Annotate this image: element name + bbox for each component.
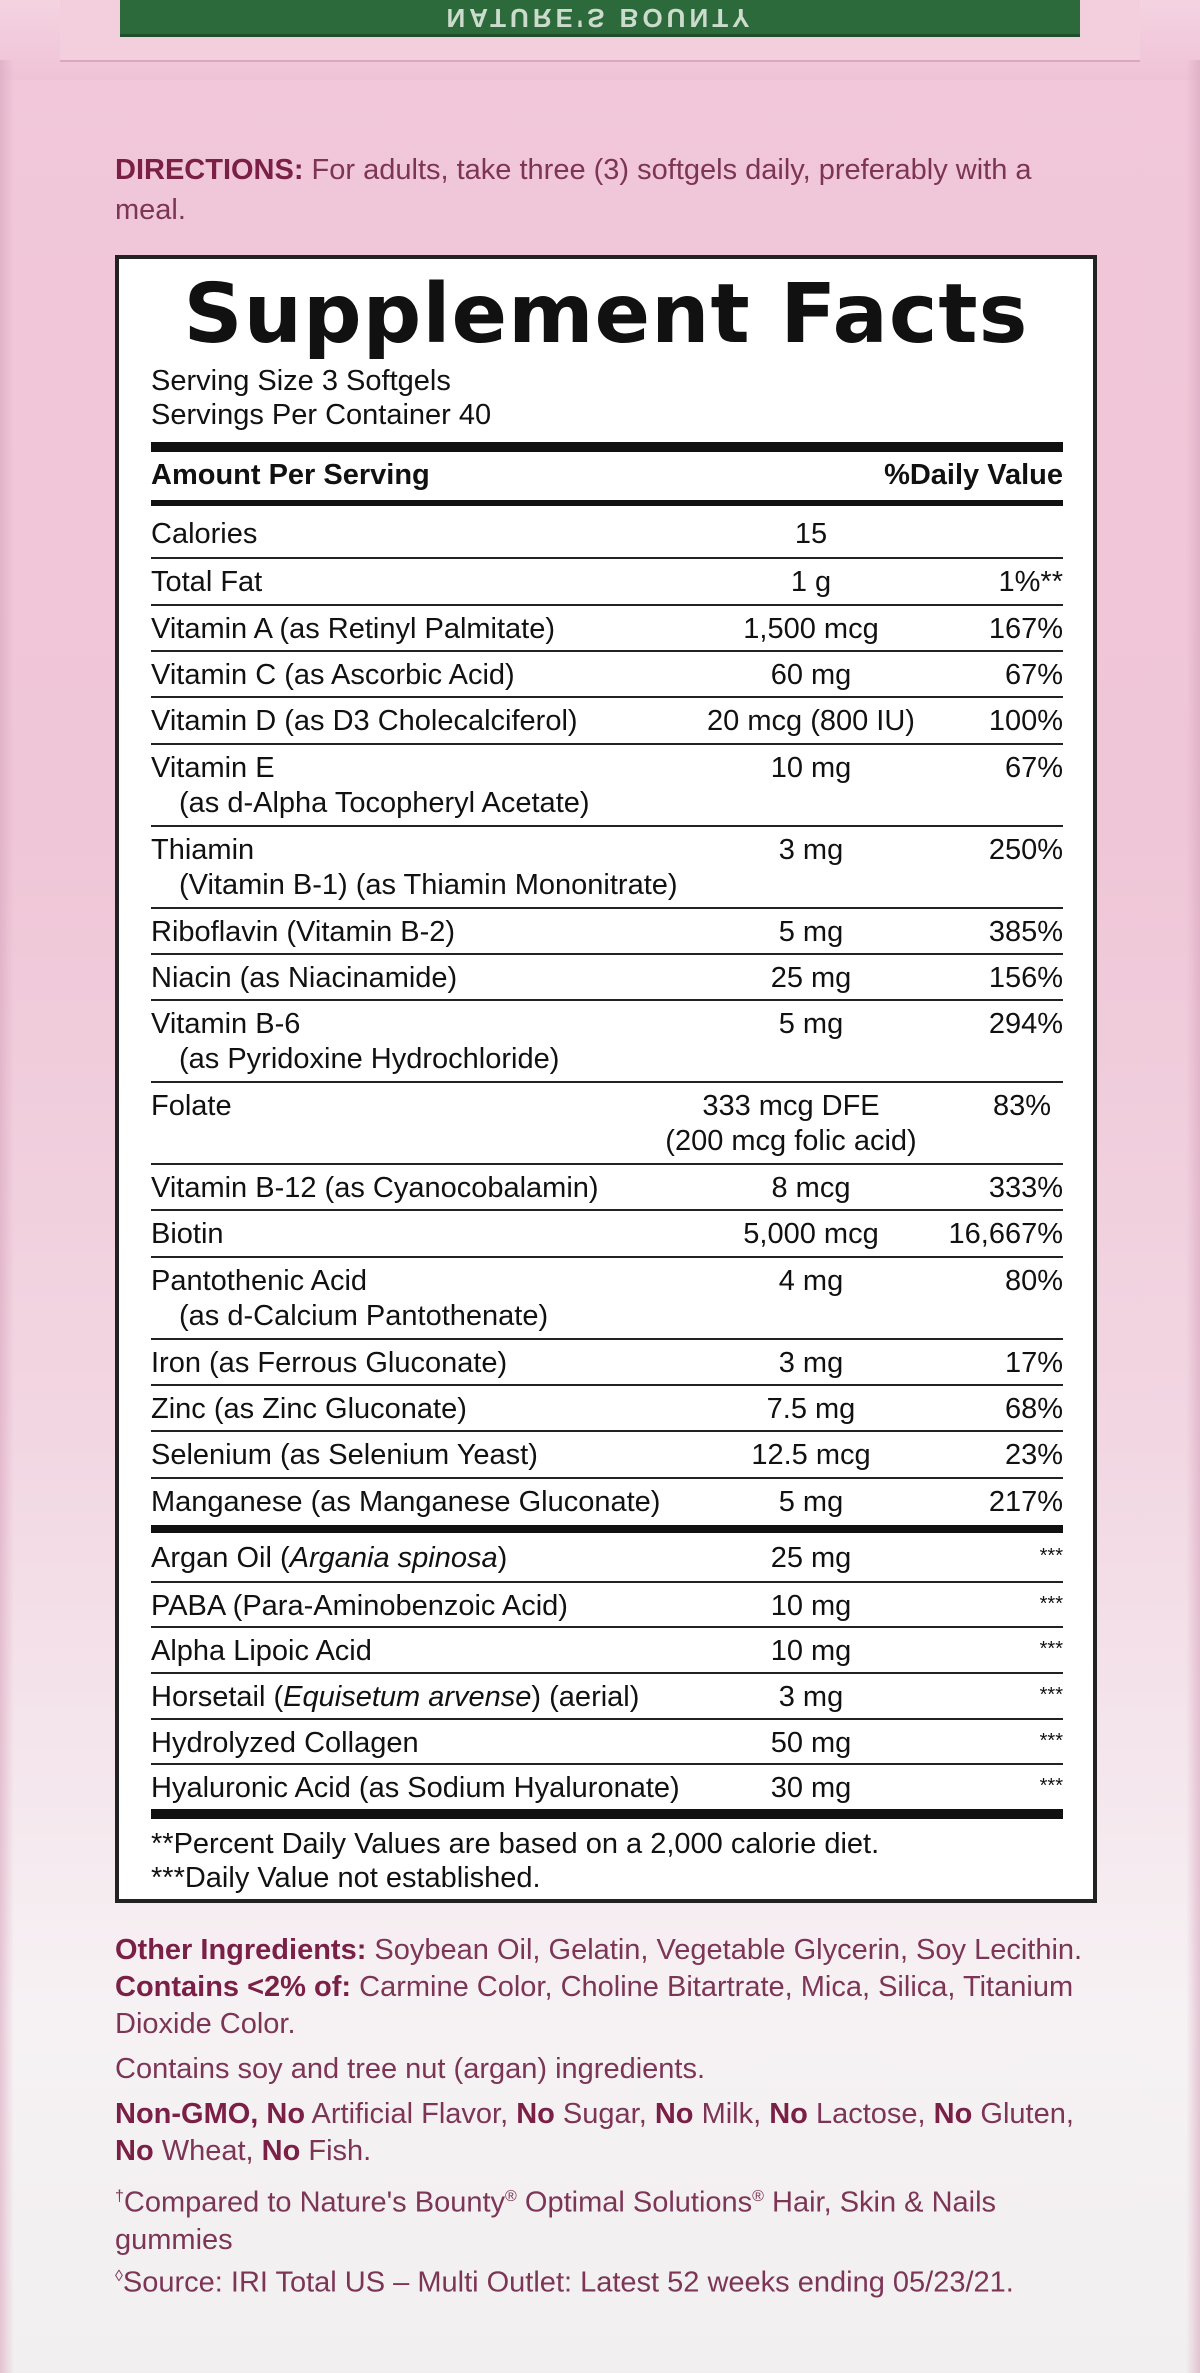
nutrient-name-text: Biotin xyxy=(151,1218,224,1251)
ingredient-row xyxy=(151,1535,1063,1581)
nutrient-dv: 16,667% xyxy=(948,1218,1063,1251)
nutrient-name-sub: (as Pyridoxine Hydrochloride) xyxy=(179,1043,560,1076)
nutrient-name-text: Riboflavin (Vitamin B-2) xyxy=(151,915,456,948)
nutrient-name-sub: (Vitamin B-1) (as Thiamin Mononitrate) xyxy=(179,868,678,901)
nutrient-dv: 294% xyxy=(988,1008,1063,1041)
nutrient-name-text: Vitamin A (as Retinyl Palmitate) xyxy=(151,612,556,645)
nutrient-row xyxy=(151,557,1063,604)
nutrient-name xyxy=(151,565,741,600)
nutrient-name xyxy=(151,1217,741,1252)
nutrient-dv: 67% xyxy=(1004,658,1063,691)
nutrient-row xyxy=(151,999,1063,1081)
nutrient-name-text: Vitamin C (as Ascorbic Acid) xyxy=(151,658,515,691)
facts-header xyxy=(151,459,1063,492)
ingredient-name xyxy=(151,1680,751,1715)
nutrient-name-text: Iron (as Ferrous Gluconate) xyxy=(151,1346,508,1379)
nutrient-amount xyxy=(681,1264,941,1299)
nutrient-dv: 100% xyxy=(988,705,1063,738)
contains-text: Carmine Color, Choline Bitartrate, Mica, Silica, Titanium Dioxide Color. xyxy=(115,1971,1074,2040)
nutrient-row xyxy=(151,1430,1063,1477)
nutrient-row xyxy=(151,1081,1063,1163)
nutrient-name xyxy=(151,612,741,647)
nutrient-amount xyxy=(681,961,941,996)
nutrient-row xyxy=(151,907,1063,954)
free-from-bold: No xyxy=(115,2135,154,2167)
nutrient-amount-text: 1 g xyxy=(790,566,832,599)
nutrient-amount-text: 3 mg xyxy=(778,1346,844,1379)
box-edge-left xyxy=(0,60,14,2373)
directions-label: DIRECTIONS: xyxy=(115,154,304,186)
nutrient-name xyxy=(151,1264,741,1334)
nutrient-dv: 167% xyxy=(988,612,1063,645)
nutrient-name-text: Vitamin B-6 xyxy=(151,1008,301,1041)
ingredient-dv: *** xyxy=(1039,1775,1063,1798)
nutrient-name xyxy=(151,704,741,739)
nutrient-name xyxy=(151,751,741,821)
facts-title: Supplement Facts xyxy=(183,267,1029,362)
brand-band-text: NATURE'S BOUNTY xyxy=(446,3,754,33)
nutrient-amount xyxy=(681,751,941,786)
other-ingredients xyxy=(115,1932,1105,2043)
ingredient-dv: *** xyxy=(1039,1638,1063,1661)
ingredient-amount: 10 mg xyxy=(770,1589,852,1622)
ingredient-paren-close: ) xyxy=(497,1541,508,1574)
nutrient-amount xyxy=(681,1217,941,1252)
free-from-bold: No xyxy=(261,2135,301,2167)
nutrient-amount xyxy=(681,1392,941,1427)
ingredient-name-after: (aerial) xyxy=(541,1681,640,1713)
nutrient-amount-text: 15 xyxy=(794,518,828,550)
ingredient-amount: 30 mg xyxy=(770,1772,852,1805)
nutrient-amount-text: 3 mg xyxy=(778,833,844,866)
directions-text: For adults, take three (3) softgels daily, preferably with a meal. xyxy=(115,154,1032,226)
ingredient-dv: *** xyxy=(1039,1684,1063,1706)
diamond-mark: ◊ xyxy=(115,2268,123,2285)
compared-statement xyxy=(115,2178,1105,2259)
nutrient-amount-text: 5 mg xyxy=(778,915,844,948)
nutrient-name-text: Selenium (as Selenium Yeast) xyxy=(151,1439,538,1472)
ingredient-amount: 10 mg xyxy=(770,1635,852,1668)
ingredient-row xyxy=(151,1626,1063,1672)
nutrient-name xyxy=(151,1438,741,1473)
box-edge-right xyxy=(1186,60,1200,2373)
ingredient-paren-open: ( xyxy=(273,1681,284,1713)
nutrient-dv: 333% xyxy=(988,1172,1063,1205)
contains-label: Contains <2% of: xyxy=(115,1971,352,2003)
nutrient-row xyxy=(151,1163,1063,1210)
compared-text-2: Optimal Solutions xyxy=(516,2186,753,2219)
free-from-bold: No xyxy=(654,2098,694,2130)
nutrient-amount-text: 5 mg xyxy=(778,1008,844,1041)
nutrient-amount-text: 1,500 mcg xyxy=(743,612,879,645)
thick-rule xyxy=(151,442,1063,452)
nutrient-amount xyxy=(681,1485,941,1520)
ingredient-name-text: Argan Oil xyxy=(151,1541,280,1574)
nutrient-amount xyxy=(681,565,941,600)
nutrient-amount-text: 7.5 mg xyxy=(766,1393,856,1425)
nutrient-name xyxy=(151,658,741,693)
compared-text: Compared to Nature's Bounty xyxy=(123,2186,506,2219)
free-from-text: Gluten, xyxy=(972,2098,1074,2130)
footnote-dv: ***Daily Value not established. xyxy=(151,1862,541,1894)
nutrient-name xyxy=(151,1007,741,1077)
ingredient-amount: 25 mg xyxy=(770,1541,852,1574)
nutrient-amount xyxy=(681,1171,941,1206)
servings-per-container: Servings Per Container 40 xyxy=(151,399,492,431)
free-from-statement xyxy=(115,2096,1105,2170)
nutrient-dv: 156% xyxy=(988,961,1063,994)
nutrient-name-text: Total Fat xyxy=(151,566,263,599)
nutrient-amount xyxy=(681,1346,941,1381)
ingredient-name-text: Horsetail xyxy=(151,1681,274,1713)
registered-mark: ® xyxy=(505,2188,517,2205)
ingredient-latin-name: Equisetum arvense xyxy=(283,1681,532,1713)
footnote-percent: **Percent Daily Values are based on a 2,000 calorie diet. xyxy=(151,1828,880,1860)
nutrient-name-text: Zinc (as Zinc Gluconate) xyxy=(151,1393,467,1425)
nutrient-amount-text: 60 mg xyxy=(770,658,852,691)
ingredient-name xyxy=(151,1589,751,1624)
section-thick-rule xyxy=(151,1525,1063,1533)
ingredient-paren-open: ( xyxy=(279,1541,290,1574)
nutrient-name-text: Thiamin xyxy=(151,833,255,866)
nutrient-amount-text: 12.5 mcg xyxy=(751,1439,871,1472)
free-from-bold: No xyxy=(516,2098,555,2130)
ingredient-name-text: Hydrolyzed Collagen xyxy=(151,1726,419,1759)
nutrient-amount-text: 10 mg xyxy=(770,751,852,784)
nutrient-amount-sub: (200 mcg folic acid) xyxy=(665,1125,917,1158)
nutrient-row xyxy=(151,743,1063,825)
nutrient-amount-text: 8 mcg xyxy=(771,1172,851,1205)
nutrient-amount xyxy=(681,704,941,739)
ingredient-row xyxy=(151,1718,1063,1764)
nutrient-name xyxy=(151,517,741,552)
nutrient-amount-text: 25 mg xyxy=(770,961,852,994)
nutrient-name-text: Niacin (as Niacinamide) xyxy=(151,961,458,994)
nutrient-amount-text: 20 mcg (800 IU) xyxy=(707,705,915,738)
nutrient-dv: 68% xyxy=(1004,1393,1063,1425)
nutrient-row xyxy=(151,1209,1063,1256)
ingredient-name-text: PABA (Para-Aminobenzoic Acid) xyxy=(151,1589,568,1622)
ingredient-row xyxy=(151,1581,1063,1627)
source-statement xyxy=(115,2258,1105,2302)
nutrient-amount xyxy=(681,1007,941,1042)
ingredient-amount: 3 mg xyxy=(778,1681,844,1713)
ingredient-amount: 50 mg xyxy=(770,1726,852,1759)
free-from-text: Lactose, xyxy=(807,2098,934,2130)
free-from-text: Sugar, xyxy=(554,2098,655,2130)
serving-size: Serving Size 3 Softgels xyxy=(151,365,451,397)
nutrient-row xyxy=(151,825,1063,907)
nutrient-row xyxy=(151,1256,1063,1338)
nutrient-name xyxy=(151,915,741,950)
ingredient-name xyxy=(151,1634,751,1669)
nutrient-row xyxy=(151,650,1063,697)
nutrient-name xyxy=(151,1485,741,1520)
brand-band xyxy=(120,0,1080,37)
nutrient-amount xyxy=(681,612,941,647)
nutrient-amount xyxy=(681,915,941,950)
header-amount: Amount Per Serving xyxy=(151,459,430,491)
nutrient-name-sub: (as d-Calcium Pantothenate) xyxy=(179,1299,549,1332)
nutrient-name xyxy=(151,833,741,903)
nutrient-amount-text: 4 mg xyxy=(778,1264,844,1297)
source-text: Source: IRI Total US – Multi Outlet: Latest 52 weeks ending 05/23/21. xyxy=(122,2266,1014,2299)
nutrient-dv: 385% xyxy=(988,915,1063,948)
supplement-facts-panel xyxy=(115,255,1097,1903)
ingredient-dv: *** xyxy=(1039,1544,1063,1567)
box-top-flap xyxy=(0,0,1200,80)
free-from-bold: No xyxy=(769,2098,808,2130)
ingredient-paren-close: ) xyxy=(531,1681,542,1713)
nutrient-name-text: Manganese (as Manganese Gluconate) xyxy=(151,1485,661,1518)
nutrient-row xyxy=(151,696,1063,743)
nutrient-name xyxy=(151,1346,741,1381)
nutrient-name-text: Vitamin E xyxy=(151,751,275,784)
nutrient-amount-text: 5 mg xyxy=(778,1485,844,1518)
nutrient-row xyxy=(151,1384,1063,1431)
nutrient-dv: 17% xyxy=(1004,1346,1063,1379)
ingredient-name xyxy=(151,1541,751,1576)
ingredient-name xyxy=(151,1771,751,1806)
nutrient-dv: 217% xyxy=(988,1485,1063,1518)
nutrient-name xyxy=(151,1171,741,1206)
nutrient-row xyxy=(151,953,1063,1000)
nutrient-row xyxy=(151,604,1063,651)
other-ingredients-text: Soybean Oil, Gelatin, Vegetable Glycerin, Soy Lecithin. xyxy=(366,1934,1083,1966)
nutrient-name-text: Vitamin D (as D3 Cholecalciferol) xyxy=(151,705,578,738)
ingredient-dv: *** xyxy=(1039,1592,1063,1615)
registered-mark-2: ® xyxy=(752,2188,764,2205)
nutrient-amount xyxy=(631,1089,951,1159)
nutrient-name-text: Vitamin B-12 (as Cyanocobalamin) xyxy=(151,1172,599,1205)
nutrient-name-text: Pantothenic Acid xyxy=(151,1264,368,1297)
nutrient-amount xyxy=(681,1438,941,1473)
dagger-mark: † xyxy=(115,2188,124,2205)
nutrient-dv: 67% xyxy=(1004,751,1063,784)
nutrient-row xyxy=(151,511,1063,558)
allergen-statement: Contains soy and tree nut (argan) ingredients. xyxy=(115,2053,706,2085)
nutrient-name-sub: (as d-Alpha Tocopheryl Acetate) xyxy=(179,786,590,819)
nutrient-dv: 250% xyxy=(988,833,1063,866)
nutrient-dv: 23% xyxy=(1004,1439,1063,1472)
free-from-text: Artificial Flavor, xyxy=(305,2098,517,2130)
compared-text-3: Hair, Skin & Nails gummies xyxy=(115,2186,997,2256)
other-ingredients-label: Other Ingredients: xyxy=(115,1934,367,1966)
header-daily-value: %Daily Value xyxy=(884,459,1063,491)
nutrient-name-text: Calories xyxy=(151,518,258,550)
ingredient-row xyxy=(151,1672,1063,1718)
directions xyxy=(115,150,1105,230)
nutrient-dv: 83% xyxy=(992,1090,1051,1123)
nutrient-row xyxy=(151,1477,1063,1524)
nutrient-name xyxy=(151,1392,741,1427)
ingredient-name xyxy=(151,1726,751,1761)
nutrient-name xyxy=(151,961,741,996)
nutrient-dv: 80% xyxy=(1004,1264,1063,1297)
ingredient-row xyxy=(151,1763,1063,1809)
medium-rule xyxy=(151,500,1063,506)
nutrient-row xyxy=(151,1338,1063,1385)
nutrient-amount xyxy=(681,658,941,693)
nutrient-amount-text: 333 mcg DFE xyxy=(702,1090,880,1123)
ingredient-name-text: Hyaluronic Acid (as Sodium Hyaluronate) xyxy=(151,1772,680,1805)
free-from-bold: No xyxy=(933,2098,973,2130)
ingredient-latin-name: Argania spinosa xyxy=(289,1541,498,1574)
ingredient-name-text: Alpha Lipoic Acid xyxy=(151,1635,372,1668)
nutrient-dv: 1%** xyxy=(998,566,1063,599)
ingredient-dv: *** xyxy=(1039,1729,1063,1752)
free-from-text: Milk, xyxy=(693,2098,770,2130)
nutrient-amount xyxy=(681,833,941,868)
nutrient-amount-text: 5,000 mcg xyxy=(743,1218,879,1251)
nutrient-name-text: Folate xyxy=(151,1090,232,1123)
free-from-text: Fish. xyxy=(300,2135,372,2167)
nutrient-amount xyxy=(681,517,941,552)
free-from-text: Wheat, xyxy=(153,2135,262,2167)
bottom-thick-rule xyxy=(151,1809,1063,1819)
free-from-bold: Non-GMO, No xyxy=(115,2098,306,2130)
